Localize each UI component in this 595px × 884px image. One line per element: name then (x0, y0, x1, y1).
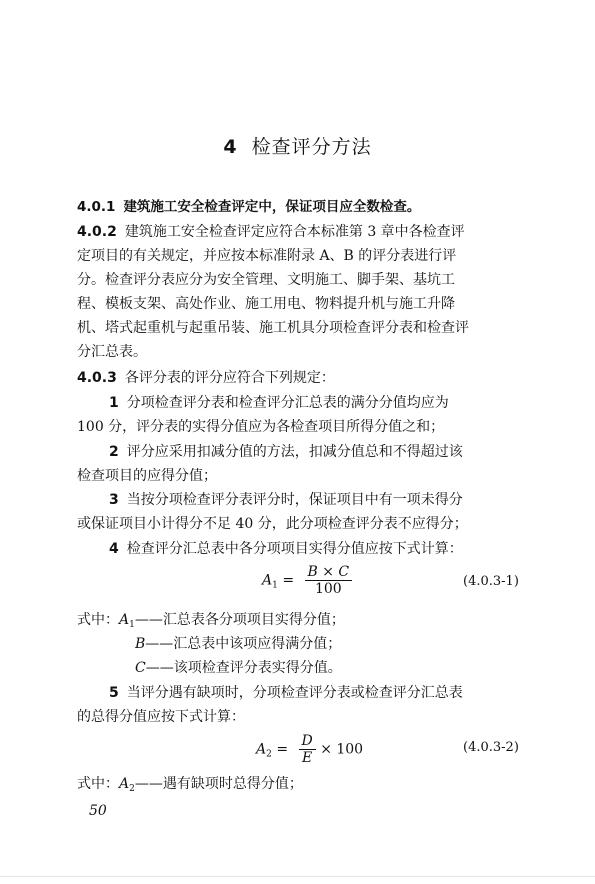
item-4-line-1 (109, 539, 533, 559)
item-text: 分项检查评分表和检查评分汇总表的满分分值均应为 (126, 395, 449, 411)
clause-4-0-3-intro (77, 368, 533, 388)
formula-tail: × 100 (320, 741, 364, 758)
item-number: 3 (109, 492, 119, 508)
clause-4-0-2-line-6: 分汇总表。 (77, 344, 147, 360)
symbol-subscript: 1 (129, 620, 135, 630)
clause-number: 4.0.2 (77, 224, 117, 240)
symbol: A (119, 612, 130, 628)
page-number: 50 (89, 803, 107, 819)
symbol-description: ——汇总表各分项项目实得分值； (134, 612, 345, 628)
formula-lhs: A (256, 741, 267, 758)
equation-number: (4.0.3-2) (463, 740, 519, 755)
chapter-title-text: 检查评分方法 (251, 136, 372, 158)
where-1-line-a (77, 610, 533, 635)
fraction (299, 733, 316, 766)
formula-lhs-subscript: 2 (266, 749, 272, 760)
clause-number: 4.0.1 (77, 199, 116, 215)
symbol-description: ——汇总表中该项应得满分值； (145, 636, 342, 652)
clause-text: 建筑施工安全检查评定中，保证项目应全数检查。 (123, 199, 421, 215)
fraction-numerator: D (299, 733, 316, 750)
equals-sign: = (276, 741, 289, 758)
item-2-line-2: 检查项目的应得分值； (77, 468, 217, 484)
item-5-line-2: 的总得分值应按下式计算： (77, 709, 245, 725)
item-number: 1 (109, 395, 119, 411)
where-prefix: 式中： (77, 776, 119, 792)
clause-4-0-2-line-3: 分。检查评分表应分为安全管理、文明施工、脚手架、基坑工 (77, 272, 455, 288)
clause-4-0-2-line-1 (77, 222, 533, 242)
chapter-number: 4 (223, 136, 238, 158)
symbol: A (119, 776, 130, 792)
symbol: C (135, 660, 146, 676)
symbol: B (135, 636, 146, 652)
clause-4-0-2-line-4: 程、模板支架、高处作业、施工用电、物料提升机与施工升降 (77, 296, 455, 312)
clause-number: 4.0.3 (77, 370, 117, 386)
symbol-subscript: 2 (129, 784, 135, 794)
where-1-line-c (135, 658, 533, 678)
chapter-title (0, 132, 595, 159)
item-number: 5 (109, 685, 119, 701)
item-2-line-1 (109, 442, 533, 462)
clause-4-0-2-line-2: 定项目的有关规定，并应按本标准附录 A、B 的评分表进行评 (77, 248, 457, 264)
formula-4-0-3-1 (262, 564, 352, 597)
item-text: 当评分遇有缺项时，分项检查评分表或检查评分汇总表 (126, 685, 463, 701)
equation-number: (4.0.3-1) (463, 574, 519, 589)
where-1-line-b (135, 634, 533, 654)
equals-sign: = (282, 572, 295, 589)
item-5-line-1 (109, 683, 533, 703)
page-edge-divider (0, 876, 595, 877)
item-1-line-2: 100 分，评分表的实得分值应为各检查项目所得分值之和； (77, 419, 445, 435)
fraction (305, 564, 353, 597)
symbol-description: ——遇有缺项时总得分值； (134, 776, 303, 792)
formula-4-0-3-2 (256, 733, 363, 766)
formula-lhs-subscript: 1 (272, 580, 278, 591)
clause-4-0-2-line-5: 机、塔式起重机与起重吊装、施工机具分项检查评分表和检查评 (77, 320, 469, 336)
clause-text: 建筑施工安全检查评定应符合本标准第 3 章中各检查评 (124, 224, 465, 240)
formula-lhs: A (262, 572, 273, 589)
item-3-line-2: 或保证项目小计得分不足 40 分，此分项检查评分表不应得分； (77, 516, 468, 532)
item-number: 2 (109, 444, 119, 460)
where-prefix: 式中： (77, 612, 119, 628)
fraction-denominator: E (302, 750, 313, 766)
fraction-denominator: 100 (314, 581, 342, 597)
clause-text: 各评分表的评分应符合下列规定： (124, 370, 335, 386)
item-1-line-1 (109, 393, 533, 413)
item-number: 4 (109, 541, 119, 557)
item-text: 当按分项检查评分表评分时，保证项目中有一项未得分 (126, 492, 463, 508)
item-text: 评分应采用扣减分值的方法，扣减分值总和不得超过该 (126, 444, 463, 460)
where-2-line-a (77, 774, 533, 799)
item-3-line-1 (109, 490, 533, 510)
clause-4-0-1 (77, 197, 533, 217)
symbol-description: ——该项检查评分表实得分值。 (145, 660, 342, 676)
fraction-numerator: B × C (305, 564, 353, 581)
item-text: 检查评分汇总表中各分项项目实得分值应按下式计算： (126, 541, 463, 557)
